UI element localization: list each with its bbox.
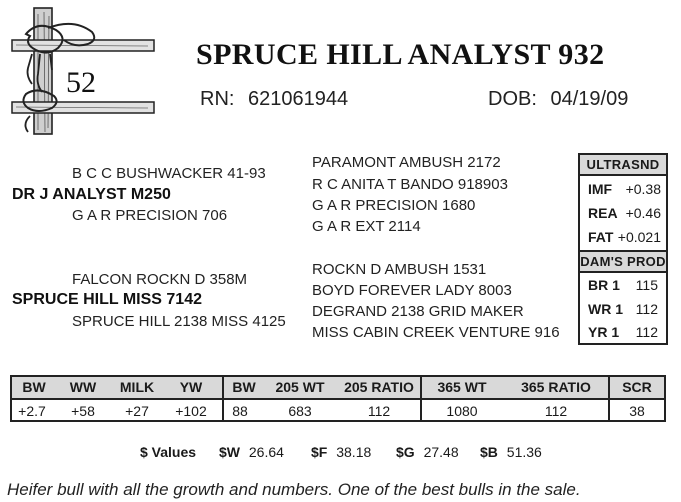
table-header-cell: 205 WT bbox=[275, 379, 325, 395]
dam: SPRUCE HILL MISS 7142 bbox=[12, 291, 202, 308]
table-value-cell: +102 bbox=[175, 403, 207, 419]
dollar-value-number: 38.18 bbox=[336, 444, 372, 460]
sire: DR J ANALYST M250 bbox=[12, 186, 171, 203]
table-value-cell: +27 bbox=[125, 403, 149, 419]
table-value-cell: +2.7 bbox=[18, 403, 46, 419]
table-header-cell: BW bbox=[232, 379, 256, 395]
table-header-cell: 205 RATIO bbox=[344, 379, 414, 395]
pedigree-right-line: DEGRAND 2138 GRID MAKER bbox=[312, 303, 524, 320]
dams-prod-label: YR 1 bbox=[588, 324, 620, 340]
pedigree-right-line: PARAMONT AMBUSH 2172 bbox=[312, 154, 501, 171]
dollar-value-label: $G bbox=[396, 444, 415, 460]
dams-prod-value: 112 bbox=[635, 324, 658, 340]
ultrasound-value: +0.38 bbox=[625, 181, 661, 197]
dam-sire: FALCON ROCKN D 358M bbox=[72, 271, 248, 288]
ultrasound-value: +0.021 bbox=[617, 229, 661, 245]
ultrasound-damsprod-box bbox=[578, 153, 668, 345]
dams-prod-label: BR 1 bbox=[588, 277, 620, 293]
performance-table bbox=[10, 375, 666, 422]
ultrasound-row bbox=[580, 178, 666, 200]
table-value-cell: 112 bbox=[544, 403, 568, 419]
rn-label: RN: bbox=[200, 88, 235, 110]
lot-number: 52 bbox=[66, 66, 96, 99]
dam-dam: SPRUCE HILL 2138 MISS 4125 bbox=[72, 313, 286, 330]
dollar-value-item bbox=[219, 444, 284, 460]
dams-prod-row bbox=[580, 298, 666, 320]
date-of-birth bbox=[488, 88, 628, 111]
dob-value: 04/19/09 bbox=[550, 88, 629, 110]
pedigree-right-line: G A R EXT 2114 bbox=[312, 218, 421, 235]
dollar-value-number: 27.48 bbox=[423, 444, 459, 460]
ultrasound-value: +0.46 bbox=[625, 205, 661, 221]
divider bbox=[12, 398, 664, 400]
dams-prod-row bbox=[580, 274, 666, 296]
divider bbox=[580, 174, 666, 176]
ultrasound-label: FAT bbox=[588, 229, 614, 245]
ultrasound-label: IMF bbox=[588, 181, 613, 197]
dams-prod-header: DAM'S PROD bbox=[580, 254, 666, 269]
table-value-cell: 38 bbox=[629, 403, 645, 419]
dollar-value-item bbox=[396, 444, 459, 460]
table-header-cell: BW bbox=[22, 379, 46, 395]
ultrasound-row bbox=[580, 226, 666, 248]
table-value-cell: 1080 bbox=[446, 403, 478, 419]
sire-dam: G A R PRECISION 706 bbox=[72, 207, 228, 224]
table-value-cell: 683 bbox=[288, 403, 312, 419]
sire-sire: B C C BUSHWACKER 41-93 bbox=[72, 165, 266, 182]
registration-number bbox=[200, 88, 348, 111]
table-header-cell: YW bbox=[179, 379, 203, 395]
pedigree-right-line: ROCKN D AMBUSH 1531 bbox=[312, 261, 487, 278]
dob-label: DOB: bbox=[488, 88, 537, 110]
pedigree-right-line: G A R PRECISION 1680 bbox=[312, 197, 476, 214]
table-value-cell: 112 bbox=[367, 403, 391, 419]
table-header-cell: WW bbox=[69, 379, 97, 395]
dams-prod-value: 115 bbox=[635, 277, 658, 293]
ultrasound-label: REA bbox=[588, 205, 618, 221]
sale-comment: Heifer bull with all the growth and numbers. One of the best bulls in the sale. bbox=[7, 480, 581, 499]
table-header-cell: SCR bbox=[622, 379, 652, 395]
table-header-cell: MILK bbox=[119, 379, 155, 395]
table-value-cell: 88 bbox=[232, 403, 248, 419]
pedigree-right-line: R C ANITA T BANDO 918903 bbox=[312, 176, 508, 193]
dams-prod-value: 112 bbox=[635, 301, 658, 317]
animal-name-title: SPRUCE HILL ANALYST 932 bbox=[196, 38, 605, 71]
dams-prod-row bbox=[580, 321, 666, 343]
pedigree-right-line: BOYD FOREVER LADY 8003 bbox=[312, 282, 512, 299]
table-header-cell: 365 WT bbox=[437, 379, 487, 395]
dollar-value-label: $W bbox=[219, 444, 240, 460]
dams-prod-label: WR 1 bbox=[588, 301, 623, 317]
ultrasound-header: ULTRASND bbox=[580, 155, 666, 174]
dollar-value-item bbox=[480, 444, 542, 460]
rn-value: 621061944 bbox=[248, 88, 349, 110]
pedigree-right-line: MISS CABIN CREEK VENTURE 916 bbox=[312, 324, 560, 341]
dollar-value-item bbox=[311, 444, 371, 460]
table-header-cell: 365 RATIO bbox=[521, 379, 591, 395]
divider bbox=[580, 271, 666, 273]
table-value-cell: +58 bbox=[71, 403, 95, 419]
dollar-value-number: 51.36 bbox=[506, 444, 542, 460]
dollar-value-label: $B bbox=[480, 444, 498, 460]
dollar-values-label: $ Values bbox=[140, 444, 197, 460]
ultrasound-row bbox=[580, 202, 666, 224]
dollar-value-number: 26.64 bbox=[248, 444, 284, 460]
dollar-value-label: $F bbox=[311, 444, 328, 460]
